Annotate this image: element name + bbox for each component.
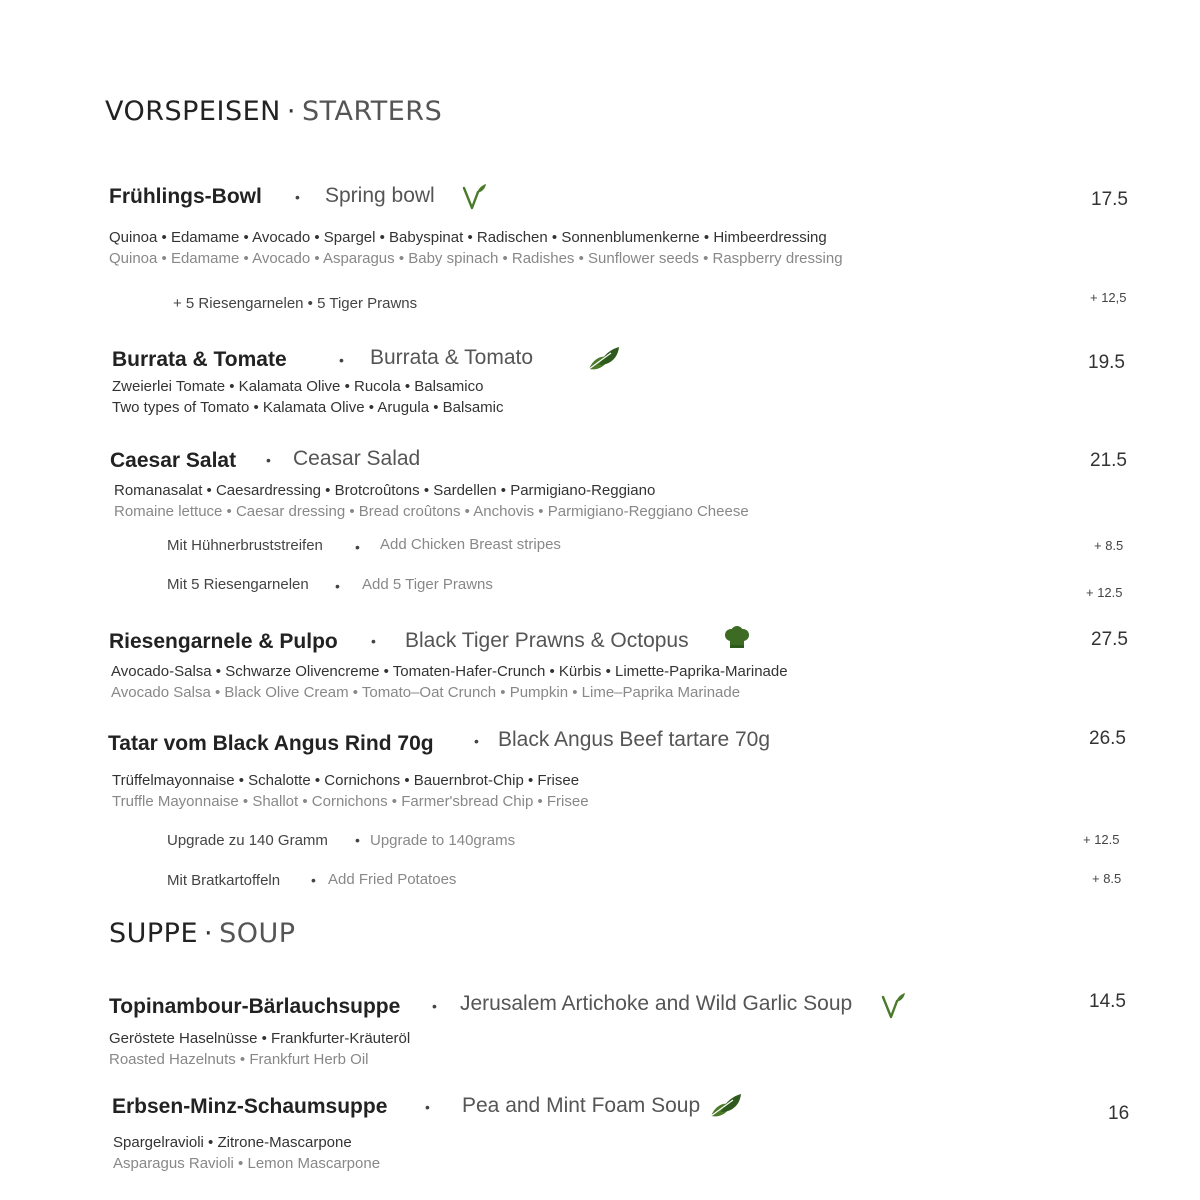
dish-name-de: Tatar vom Black Angus Rind 70g (108, 732, 434, 755)
section-title-soup (109, 918, 296, 949)
addon-price: + 12.5 (1083, 832, 1120, 847)
dish-description-en: Asparagus Ravioli • Lemon Mascarpone (113, 1155, 381, 1172)
dish-name-en: Ceasar Salad (293, 447, 421, 470)
vegan-sprout-icon (460, 182, 488, 212)
dish-description-en: Roasted Hazelnuts • Frankfurt Herb Oil (109, 1051, 369, 1068)
dish-name-en: Jerusalem Artichoke and Wild Garlic Soup (460, 992, 853, 1015)
dish-description-de: Romanasalat • Caesardressing • Brotcroûtons • Sardellen • Parmigiano-Reggiano (114, 482, 656, 499)
dish-description-de: Trüffelmayonnaise • Schalotte • Cornichons • Bauernbrot-Chip • Frisee (112, 772, 580, 789)
dish-name-en: Black Tiger Prawns & Octopus (405, 629, 689, 652)
section-title-en: STARTERS (301, 96, 443, 127)
section-separator: · (286, 96, 296, 127)
dish-name-de: Topinambour-Bärlauchsuppe (109, 995, 401, 1018)
bullet-dot: • (355, 539, 360, 555)
addon-price: + 8.5 (1094, 538, 1124, 553)
bullet-dot: • (295, 189, 300, 205)
dish-description-en: Romaine lettuce • Caesar dressing • Bread croûtons • Anchovis • Parmigiano-Reggiano Cheese (114, 503, 749, 520)
dish-name-de: Erbsen-Minz-Schaumsuppe (112, 1095, 388, 1118)
dish-description-de: Zweierlei Tomate • Kalamata Olive • Rucola • Balsamico (112, 378, 484, 395)
addon-label-de: Mit Hühnerbruststreifen (167, 537, 323, 554)
dish-description-de: Avocado-Salsa • Schwarze Olivencreme • Tomaten-Hafer-Crunch • Kürbis • Limette-Paprika-Marinade (111, 663, 788, 680)
bullet-dot: • (425, 1099, 430, 1115)
dish-price: 16 (1108, 1103, 1130, 1124)
bullet-dot: • (432, 998, 437, 1014)
dish-description-en: Truffle Mayonnaise • Shallot • Cornichons • Farmer'sbread Chip • Frisee (112, 793, 589, 810)
dish-name-de: Frühlings-Bowl (109, 185, 262, 208)
dish-description-en: Quinoa • Edamame • Avocado • Asparagus • Baby spinach • Radishes • Sunflower seeds • Raspberry dressing (109, 250, 843, 267)
dish-name-en: Spring bowl (325, 184, 435, 207)
dish-description-de: Spargelravioli • Zitrone-Mascarpone (113, 1134, 352, 1151)
bullet-dot: • (266, 452, 271, 468)
bullet-dot: • (355, 832, 360, 848)
dish-description-en: Two types of Tomato • Kalamata Olive • Arugula • Balsamic (112, 399, 504, 416)
section-separator: · (204, 918, 214, 949)
dish-name-de: Caesar Salat (110, 449, 237, 472)
dish-description-en: Avocado Salsa • Black Olive Cream • Tomato–Oat Crunch • Pumpkin • Lime–Paprika Marinade (111, 684, 741, 701)
dish-description-de: Quinoa • Edamame • Avocado • Spargel • Babyspinat • Radischen • Sonnenblumenkerne • Himbeerdressing (109, 229, 827, 246)
chef-hat-icon (723, 626, 751, 650)
dish-price: 26.5 (1089, 728, 1126, 749)
dish-name-en: Burrata & Tomato (370, 346, 534, 369)
addon-label-en: Upgrade to 140grams (370, 832, 516, 849)
dish-price: 14.5 (1089, 991, 1126, 1012)
section-title-de: SUPPE (109, 918, 199, 949)
vegetarian-leaf-icon (709, 1092, 743, 1120)
dish-name-en: Black Angus Beef tartare 70g (498, 728, 771, 751)
bullet-dot: • (474, 733, 479, 749)
dish-price: 27.5 (1091, 629, 1128, 650)
addon-label-de: Upgrade zu 140 Gramm (167, 832, 328, 849)
section-title-de: VORSPEISEN (105, 96, 281, 127)
dish-price: 21.5 (1090, 450, 1127, 471)
bullet-dot: • (339, 352, 344, 368)
addon-label-de: Mit Bratkartoffeln (167, 872, 281, 889)
dish-name-en: Pea and Mint Foam Soup (462, 1094, 701, 1117)
dish-description-de: Geröstete Haselnüsse • Frankfurter-Kräuteröl (109, 1030, 411, 1047)
bullet-dot: • (335, 578, 340, 594)
dish-price: 19.5 (1088, 352, 1125, 373)
vegan-sprout-icon (879, 991, 907, 1021)
section-title-en: SOUP (219, 918, 296, 949)
dish-price: 17.5 (1091, 189, 1128, 210)
addon-price: + 12,5 (1090, 290, 1127, 305)
addon-label-en: Add Fried Potatoes (328, 871, 457, 888)
section-title-starters (105, 96, 442, 127)
bullet-dot: • (371, 633, 376, 649)
addon-label-de: Mit 5 Riesengarnelen (167, 576, 309, 593)
addon-price: + 8.5 (1092, 871, 1122, 886)
dish-name-de: Riesengarnele & Pulpo (109, 630, 338, 653)
addon-label-en: Add Chicken Breast stripes (380, 536, 561, 553)
bullet-dot: • (311, 872, 316, 888)
vegetarian-leaf-icon (587, 345, 621, 373)
addon-label-en: Add 5 Tiger Prawns (362, 576, 493, 593)
dish-name-de: Burrata & Tomate (112, 348, 287, 371)
addon-price: + 12.5 (1086, 585, 1123, 600)
addon-label: + 5 Riesengarnelen • 5 Tiger Prawns (173, 295, 418, 312)
